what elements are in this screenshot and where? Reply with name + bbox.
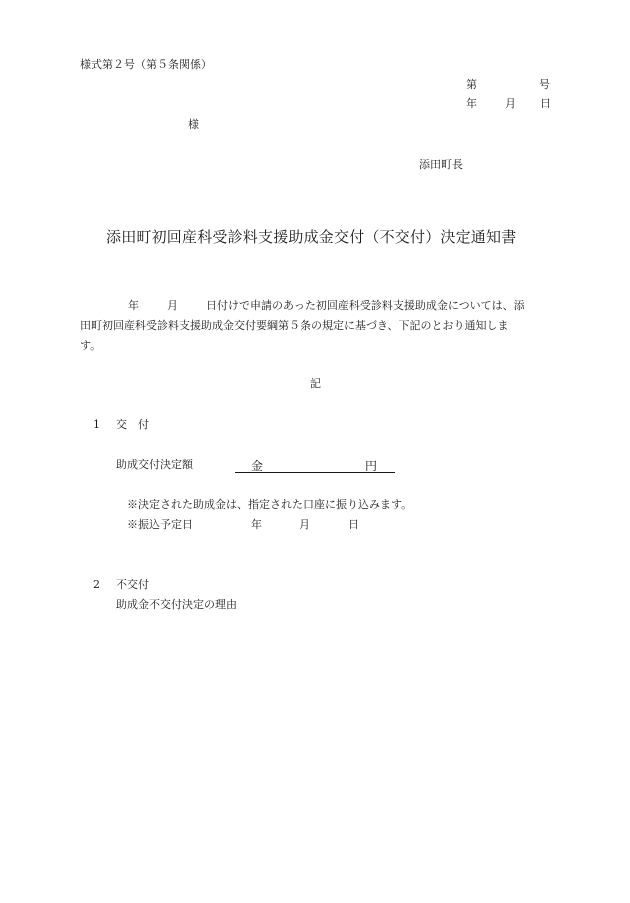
issue-number-suffix: 号 [539, 78, 550, 91]
date-year: 年 [466, 97, 477, 110]
schedule-year: 年 [251, 518, 262, 531]
issue-number-prefix: 第 [466, 78, 477, 91]
amount-prefix: 金 [251, 459, 264, 473]
recipient-honorific: 様 [188, 118, 199, 131]
body-month: 月 [167, 299, 178, 312]
schedule-day: 日 [348, 518, 359, 531]
body-line-1 [80, 296, 551, 316]
document-title: 添田町初回産科受診料支援助成金交付（不交付）決定通知書 [106, 228, 517, 246]
ki-heading: 記 [310, 377, 321, 390]
issuer-name: 添田町長 [419, 158, 463, 171]
section-1-number: 1 [93, 418, 100, 431]
form-number: 様式第２号（第５条関係） [80, 58, 212, 71]
non-grant-reason-label: 助成金不交付決定の理由 [116, 598, 237, 611]
notice-body [80, 296, 551, 356]
date-month: 月 [505, 97, 516, 110]
body-line-2: 田町初回産科受診料支援助成金交付要綱第５条の規定に基づき、下記のとおり通知しま [80, 319, 509, 332]
schedule-month: 月 [299, 518, 310, 531]
transfer-schedule-label: ※振込予定日 [127, 518, 193, 531]
body-line-3: す。 [80, 339, 102, 352]
date-day: 日 [540, 97, 551, 110]
body-year: 年 [128, 299, 139, 312]
amount-label: 助成交付決定額 [116, 458, 193, 471]
section-2-number: 2 [93, 578, 100, 591]
amount-suffix: 円 [365, 459, 378, 473]
transfer-note: ※決定された助成金は、指定された口座に振り込みます。 [127, 498, 413, 511]
body-line-1-rest: 日付けで申請のあった初回産科受診料支援助成金については、添 [206, 299, 525, 312]
section-1-label: 交付 [116, 418, 160, 431]
section-2-label: 不交付 [116, 578, 149, 591]
amount-field [235, 455, 395, 473]
